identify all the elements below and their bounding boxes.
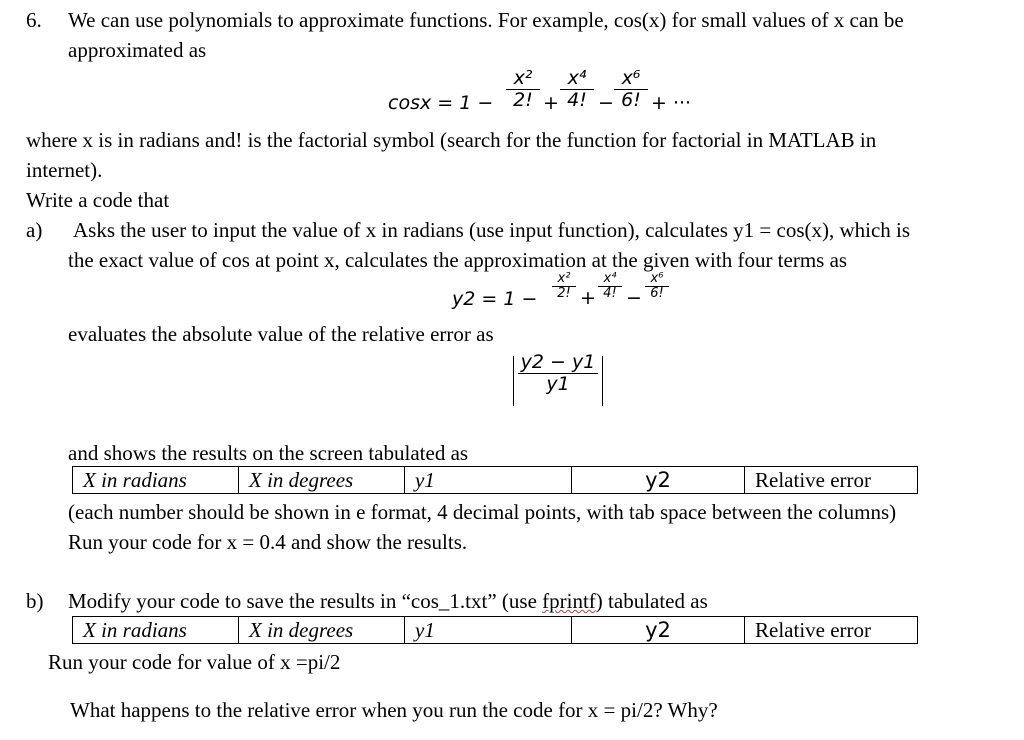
- y2-t3-num: x⁶: [650, 271, 664, 286]
- write-code-line: Write a code that: [26, 188, 170, 212]
- series-t1-num: x²: [513, 67, 533, 89]
- y2-t2-den: 4!: [603, 286, 617, 302]
- y2-term-x6: [645, 272, 669, 302]
- error-num: y2 − y1: [520, 351, 596, 373]
- series-term-x2: [506, 68, 540, 111]
- shows-line: and shows the results on the screen tabulated as: [68, 441, 469, 465]
- part-b-fprintf: fprintf: [542, 589, 596, 613]
- part-b-text-pre: Modify your code to save the results in “cos_1.txt” (use: [68, 589, 543, 613]
- series-tail: + ···: [651, 92, 692, 114]
- col-y1: y1: [405, 617, 572, 644]
- part-a-label: a): [26, 218, 43, 242]
- where-line-1: where x is in radians and! is the factorial symbol (search for the function for factorial in MATLAB in: [26, 128, 877, 152]
- intro-line-1: We can use polynomials to approximate functions. For example, cos(x) for small values of x can be: [68, 8, 904, 32]
- col-x-radians: X in radians: [73, 467, 239, 494]
- y2-lhs: y2 = 1 −: [452, 288, 538, 310]
- error-den: y1: [546, 372, 570, 395]
- series-t3-den: 6!: [621, 88, 641, 111]
- error-fraction: [518, 352, 598, 395]
- run-note-b: Run your code for value of x =pi/2: [48, 650, 341, 674]
- intro-line-2: approximated as: [68, 38, 207, 62]
- part-a-line-1: Asks the user to input the value of x in radians (use input function), calculates y1 = cos(x), which is: [73, 218, 911, 242]
- series-t2-num: x⁴: [567, 67, 587, 89]
- y2-t2-num: x⁴: [603, 271, 617, 286]
- series-term-x6: [614, 68, 648, 111]
- evaluates-line: evaluates the absolute value of the relative error as: [68, 322, 494, 346]
- y2-plus: +: [580, 287, 596, 309]
- where-line-2: internet).: [26, 158, 103, 182]
- table-header-row: [73, 467, 918, 494]
- part-b-text-post: ) tabulated as: [595, 589, 708, 613]
- y2-minus: −: [626, 287, 642, 309]
- col-y1: y1: [405, 467, 572, 494]
- y2-t3-den: 6!: [650, 286, 664, 302]
- col-x-degrees: X in degrees: [239, 617, 405, 644]
- col-y2: y2: [572, 617, 745, 644]
- part-b-label: b): [26, 589, 44, 613]
- series-lhs: cosx = 1 −: [388, 92, 494, 114]
- col-x-degrees: X in degrees: [239, 467, 405, 494]
- col-x-radians: X in radians: [73, 617, 239, 644]
- part-b-line: [68, 589, 708, 614]
- col-y2: y2: [572, 467, 745, 494]
- col-relative-error: Relative error: [745, 617, 918, 644]
- part-a-line-2: the exact value of cos at point x, calculates the approximation at the given with four terms as: [68, 248, 848, 272]
- part-a-table: [72, 466, 918, 494]
- series-minus: −: [598, 92, 614, 114]
- run-note-a: Run your code for x = 0.4 and show the results.: [68, 530, 468, 554]
- series-t2-den: 4!: [567, 88, 587, 111]
- question-line: What happens to the relative error when you run the code for x = pi/2? Why?: [70, 698, 718, 722]
- series-plus: +: [543, 92, 559, 114]
- col-relative-error: Relative error: [745, 467, 918, 494]
- format-note: (each number should be shown in e format, 4 decimal points, with tab space between the columns): [68, 500, 897, 524]
- series-term-x4: [560, 68, 594, 111]
- part-b-table: [72, 616, 918, 644]
- y2-t1-den: 2!: [557, 286, 571, 302]
- y2-term-x2: [552, 272, 576, 302]
- table-header-row: [73, 617, 918, 644]
- y2-t1-num: x²: [557, 271, 571, 286]
- series-t3-num: x⁶: [621, 67, 641, 89]
- problem-number: 6.: [26, 8, 42, 32]
- series-t1-den: 2!: [513, 88, 533, 111]
- y2-term-x4: [598, 272, 622, 302]
